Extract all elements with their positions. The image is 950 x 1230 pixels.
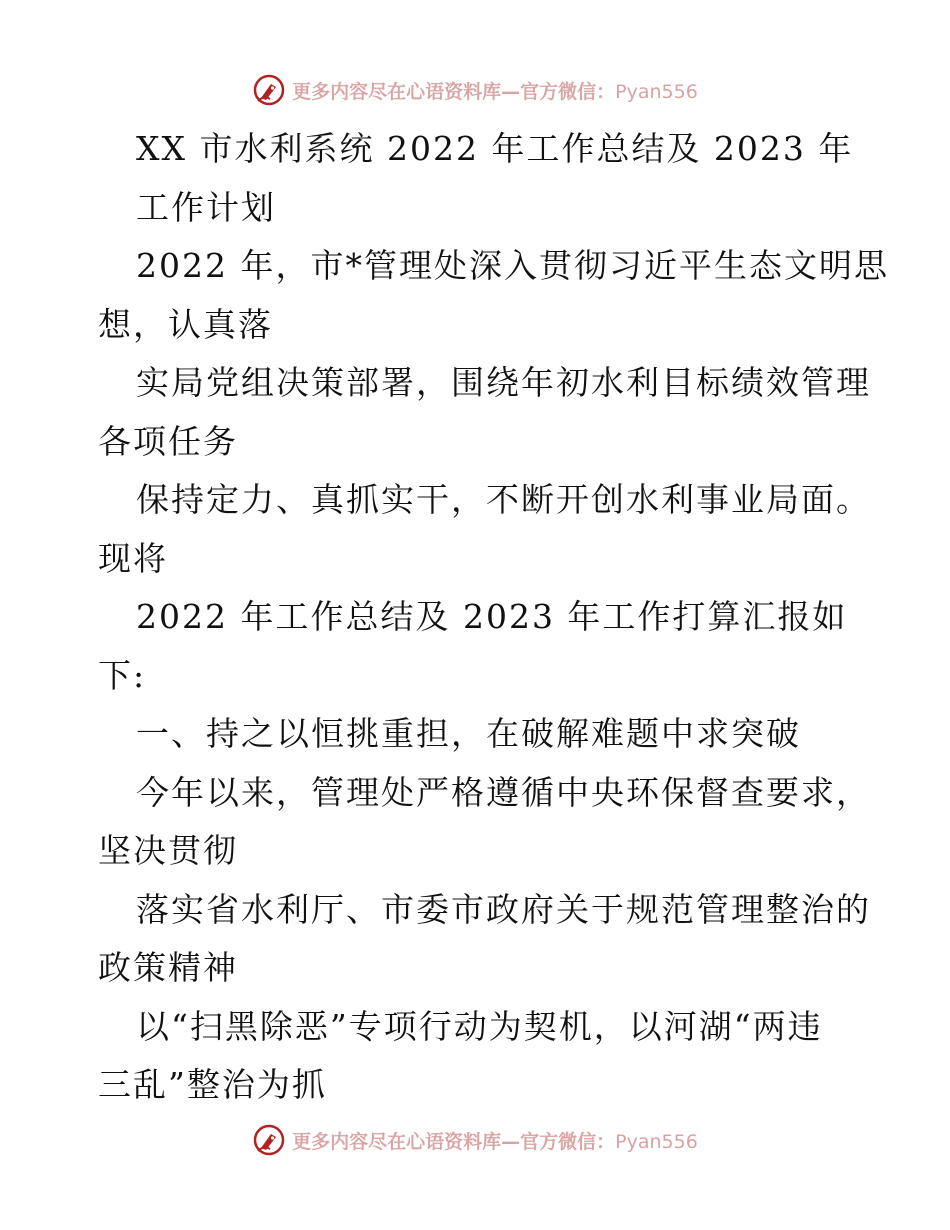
footer-watermark [0,1120,950,1160]
watermark-contact: Pyan556 [615,1130,698,1153]
pen-nib-logo-icon [252,73,286,107]
text-line: 想，认真落 [98,304,273,344]
text-line: 实局党组决策部署，围绕年初水利目标绩效管理 [136,363,871,402]
document-body [98,120,889,1115]
header-watermark [0,70,950,110]
text-line: 各项任务 [98,421,238,461]
text-line: 现将 [98,538,168,578]
text-line: 今年以来，管理处严格遵循中央环保督查要求， [136,772,871,812]
text-line: 坚决贯彻 [98,831,238,870]
text-line: 以“扫黑除恶”专项行动为契机，以河湖“两违 [136,1006,823,1046]
watermark-text: 更多内容尽在心语资料库—官方微信：Pyan556 [292,1130,698,1153]
text-line: 保持定力、真抓实干，不断开创水利事业局面。 [136,480,871,519]
text-line: 2022 年工作总结及 2023 年工作打算汇报如 [136,597,848,636]
text-line: 工作计划 [136,187,276,227]
text-line: 2022 年，市*管理处深入贯彻习近平生态文明思 [136,246,889,285]
pen-nib-logo-icon [252,1123,286,1157]
text-line: XX 市水利系统 2022 年工作总结及 2023 年 [136,129,854,168]
text-line: 三乱”整治为抓 [98,1065,327,1104]
text-line: 落实省水利厅、市委市政府关于规范管理整治的 [136,889,871,929]
watermark-contact: Pyan556 [615,80,698,103]
text-line: 下: [98,655,147,695]
text-line: 一、持之以恒挑重担，在破解难题中求突破 [136,714,801,753]
watermark-text: 更多内容尽在心语资料库—官方微信：Pyan556 [292,80,698,103]
text-line: 政策精神 [98,948,238,987]
